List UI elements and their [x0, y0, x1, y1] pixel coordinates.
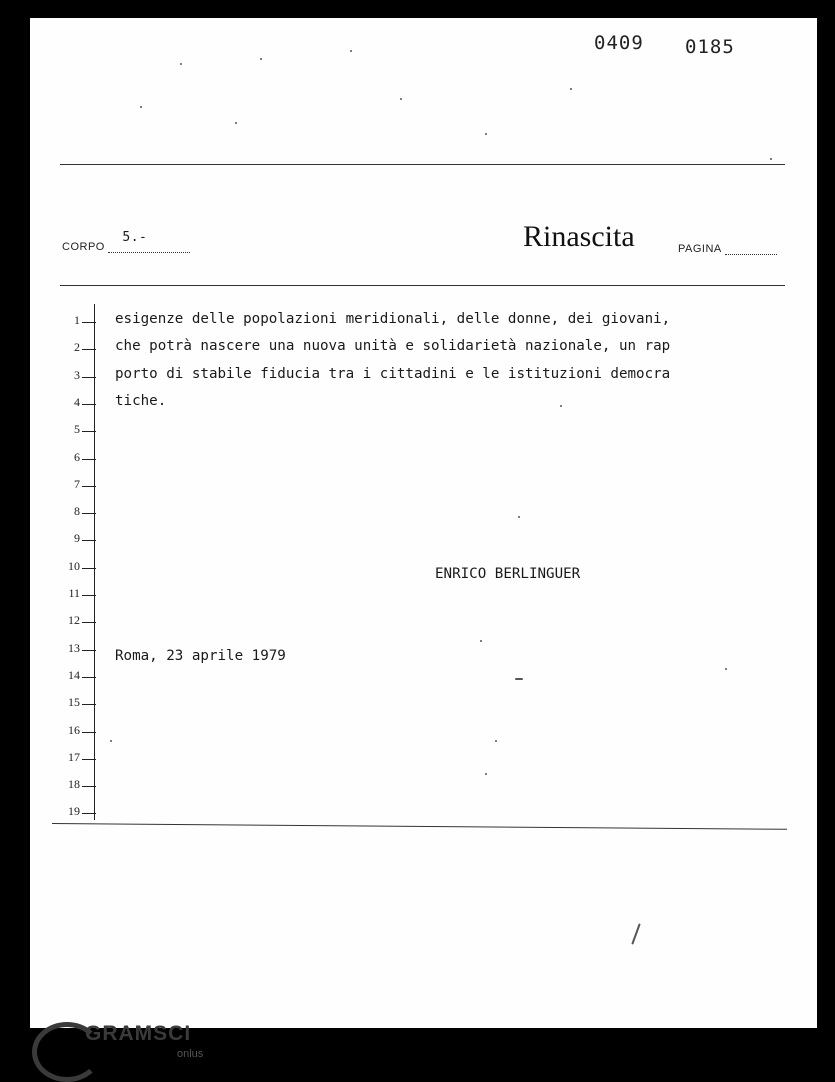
line-number: 14 — [68, 667, 80, 682]
line-number: 5 — [74, 422, 80, 437]
line-tick — [82, 377, 96, 378]
line-tick — [82, 540, 96, 541]
line-tick — [82, 431, 96, 432]
line-tick — [82, 704, 96, 705]
line-number: 1 — [74, 313, 80, 327]
line-tick — [82, 404, 96, 405]
corpo-label: CORPO — [62, 241, 105, 253]
corpo-value: 5.- — [122, 230, 148, 245]
line-number: 11 — [68, 586, 80, 600]
line-number: 10 — [68, 558, 80, 573]
line-tick — [82, 322, 96, 323]
line-tick — [82, 486, 96, 487]
masthead-title: Rinascita — [523, 220, 635, 253]
footer-logo-sub: onlus — [177, 1048, 204, 1060]
line-tick — [82, 759, 96, 760]
margin-rule — [94, 304, 95, 820]
place-date: Roma, 23 aprile 1979 — [115, 648, 286, 664]
header-divider — [60, 285, 785, 286]
line-tick — [82, 595, 96, 596]
line-number: 12 — [68, 613, 80, 628]
line-tick — [82, 732, 96, 733]
pagina-field — [678, 243, 777, 255]
bottom-divider — [52, 823, 787, 830]
line-number: 15 — [68, 695, 80, 710]
document-sheet — [30, 18, 817, 1028]
footer-logo-text: GRAMSCI — [85, 1022, 192, 1045]
line-tick — [82, 786, 96, 787]
line-tick — [82, 677, 96, 678]
line-number: 3 — [74, 367, 80, 382]
line-tick — [82, 650, 96, 651]
archive-serial-left: 0409 — [594, 32, 644, 54]
typed-line: tiche. — [115, 392, 167, 409]
line-tick — [82, 813, 96, 814]
line-tick — [82, 513, 96, 514]
line-tick — [82, 568, 96, 569]
line-number: 2 — [74, 340, 80, 355]
pagina-value-line — [725, 244, 777, 255]
corpo-value-line — [108, 230, 190, 253]
line-number: 8 — [74, 504, 80, 519]
line-number: 7 — [74, 476, 80, 491]
typed-line: porto di stabile fiducia tra i cittadini e le istituzioni democra — [115, 365, 671, 382]
line-number: 4 — [74, 394, 80, 409]
line-tick — [82, 622, 96, 623]
line-number: 13 — [68, 640, 80, 655]
typed-line: che potrà nascere una nuova unità e solidarietà nazionale, un rap — [115, 338, 671, 355]
line-number: 9 — [74, 531, 80, 546]
line-number: 16 — [68, 722, 80, 737]
line-tick — [82, 459, 96, 460]
top-divider — [60, 164, 785, 165]
line-number: 18 — [68, 777, 80, 792]
line-number: 6 — [74, 449, 80, 464]
signature: ENRICO BERLINGUER — [435, 566, 581, 582]
typed-line: esigenze delle popolazioni meridionali, delle donne, dei giovani, — [115, 311, 671, 327]
line-tick — [82, 349, 96, 350]
corpo-field — [62, 230, 190, 253]
pagina-label: PAGINA — [678, 243, 722, 255]
line-number: 19 — [68, 804, 80, 819]
line-number: 17 — [68, 749, 80, 764]
archive-serial-right: 0185 — [685, 36, 735, 58]
